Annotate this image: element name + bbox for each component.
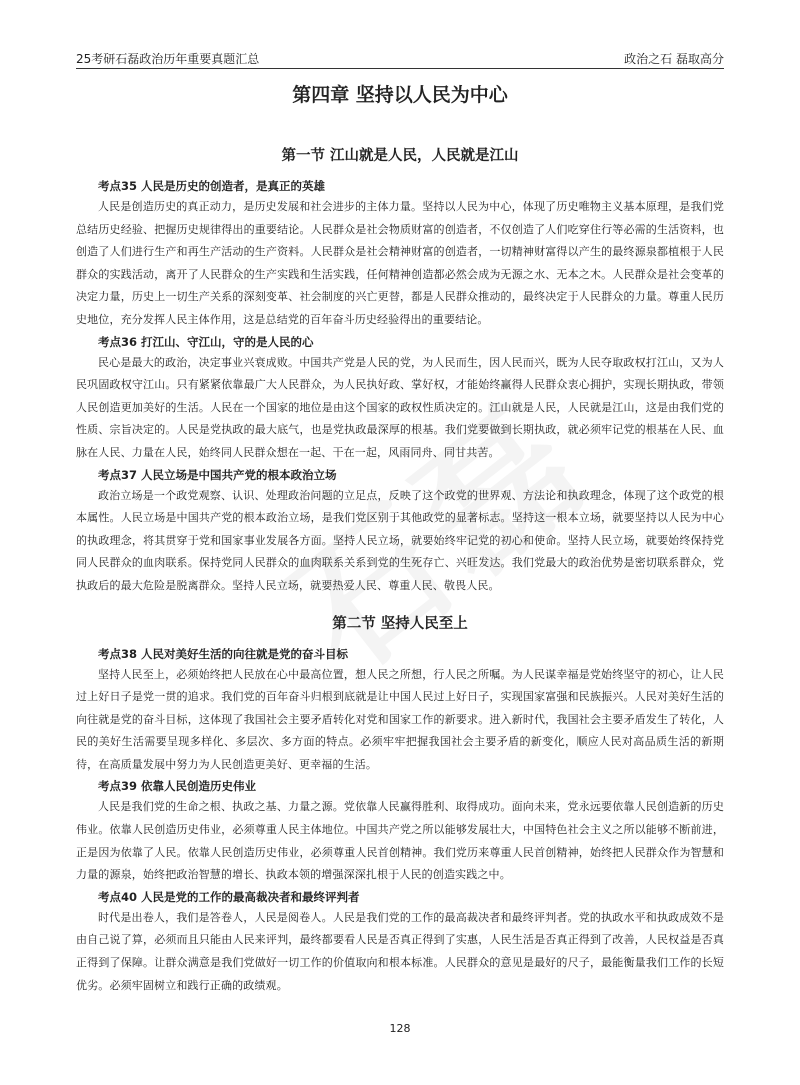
point-title-37: 考点37 人民立场是中国共产党的根本政治立场 [98, 467, 337, 482]
point-text-40: 时代是出卷人，我们是答卷人，人民是阅卷人。人民是我们党的工作的最高裁决者和最终评判者。党的执政水平和执政成效不是由自己说了算，必须而且只能由人民来评判，最终都要看人民是否真正得到了实惠，人民生活是否真正得到了改善，人民权益是否真正得到了保障。让群众满意是我们党做好一切工作的价值取向和根本标准。人民群众的意见是最好的尺子，最能衡量我们工作的长短优劣。必须牢固树立和践行正确的政绩观。 [76, 910, 724, 992]
section-title-2: 第二节 坚持人民至上 [332, 614, 468, 632]
point-title-38: 考点38 人民对美好生活的向往就是党的奋斗目标 [98, 646, 349, 661]
page-header [76, 48, 724, 69]
point-text-38: 坚持人民至上，必须始终把人民放在心中最高位置，想人民之所想，行人民之所嘱。为人民谋幸福是党始终坚守的初心，让人民过上好日子是党一贯的追求。我们党的百年奋斗归根到底就是让中国人民过上好日子，实现国家富强和民族振兴。人民对美好生活的向往就是党的奋斗目标，这体现了我国社会主要矛盾转化对党和国家工作的新要求。进入新时代，我国社会主要矛盾发生了转化，人民的美好生活需要呈现多样化、多层次、多方面的特点。必须牢牢把握我国社会主要矛盾的新变化，顺应人民对高品质生活的新期待，在高质量发展中努力为人民创造更美好、更幸福的生活。 [76, 667, 724, 771]
point-text-37: 政治立场是一个政党观察、认识、处理政治问题的立足点，反映了这个政党的世界观、方法论和执政理念，体现了这个政党的根本属性。人民立场是中国共产党的根本政治立场，是我们党区别于其他政党的显著标志。坚持这一根本立场，就要坚持以人民为中心的执政理念，将其贯穿于党和国家事业发展各方面。坚持人民立场，就要始终牢记党的初心和使命。坚持人民立场，就要始终保持党同人民群众的血肉联系。保持党同人民群众的血肉联系关系到党的生死存亡、兴旺发达。我们党最大的政治优势是密切联系群众，党执政后的最大危险是脱离群众。坚持人民立场，就要热爱人民、尊重人民、敬畏人民。 [76, 488, 724, 592]
section-title-1: 第一节 江山就是人民，人民就是江山 [281, 147, 519, 164]
header-right-text: 政治之石 磊取高分 [624, 52, 724, 66]
page-number: 128 [389, 1022, 411, 1035]
page-content [76, 72, 724, 997]
point-title-39: 考点39 依靠人民创造历史伟业 [98, 779, 257, 794]
point-text-39: 人民是我们党的生命之根、执政之基、力量之源。党依靠人民赢得胜利、取得成功。面向未来，党永远要依靠人民创造新的历史伟业。依靠人民创造历史伟业，必须尊重人民主体地位。中国共产党之所以能够发展壮大，中国特色社会主义之所以能够不断前进，正是因为依靠了人民。依靠人民创造历史伟业，必须尊重人民首创精神。我们党历来尊重人民首创精神，始终把人民群众作为智慧和力量的源泉，始终把政治智慧的增长、执政本领的增强深深扎根于人民的创造实践之中。 [76, 800, 724, 882]
header-left-text: 25考研石磊政治历年重要真题汇总 [76, 52, 260, 66]
chapter-title: 第四章 坚持以人民为中心 [292, 84, 508, 106]
point-text-36: 民心是最大的政治，决定事业兴衰成败。中国共产党是人民的党，为人民而生，因人民而兴，既为人民夺取政权打江山，又为人民巩固政权守江山。只有紧紧依靠最广大人民群众，为人民执好政、掌好权，才能始终赢得人民群众衷心拥护，实现长期执政，带领人民创造更加美好的生活。人民在一个国家的地位是由这个国家的政权性质决定的。江山就是人民，人民就是江山，这是由我们党的性质、宗旨决定的。人民是党执政的最大底气，也是党执政最深厚的根基。我们党要做到长期执政，就必须牢记党的根基在人民、血脉在人民、力量在人民，始终同人民群众想在一起、干在一起，风雨同舟、同甘共苦。 [76, 355, 724, 459]
point-title-35: 考点35 人民是历史的创造者，是真正的英雄 [98, 179, 326, 193]
point-text-35: 人民是创造历史的真正动力，是历史发展和社会进步的主体力量。坚持以人民为中心，体现了历史唯物主义基本原理，是我们党总结历史经验、把握历史规律得出的重要结论。人民群众是社会物质财富的创造者，不仅创造了人们吃穿住行等必需的生活资料，也创造了人们进行生产和再生产活动的生产资料。人民群众是社会精神财富的创造者，一切精神财富得以产生的最终源泉都植根于人民群众的实践活动，离开了人民群众的生产实践和生活实践，任何精神创造都必然会成为无源之水、无本之木。人民群众是社会变革的决定力量，历史上一切生产关系的深刻变革、社会制度的兴亡更替，都是人民群众推动的，最终决定于人民群众的力量。尊重人民历史地位，充分发挥人民主体作用，这是总结党的百年奋斗历史经验得出的重要结论。 [76, 200, 724, 326]
point-title-40: 考点40 人民是党的工作的最高裁决者和最终评判者 [98, 889, 360, 904]
point-title-36: 考点36 打江山、守江山，守的是人民的心 [98, 334, 314, 349]
